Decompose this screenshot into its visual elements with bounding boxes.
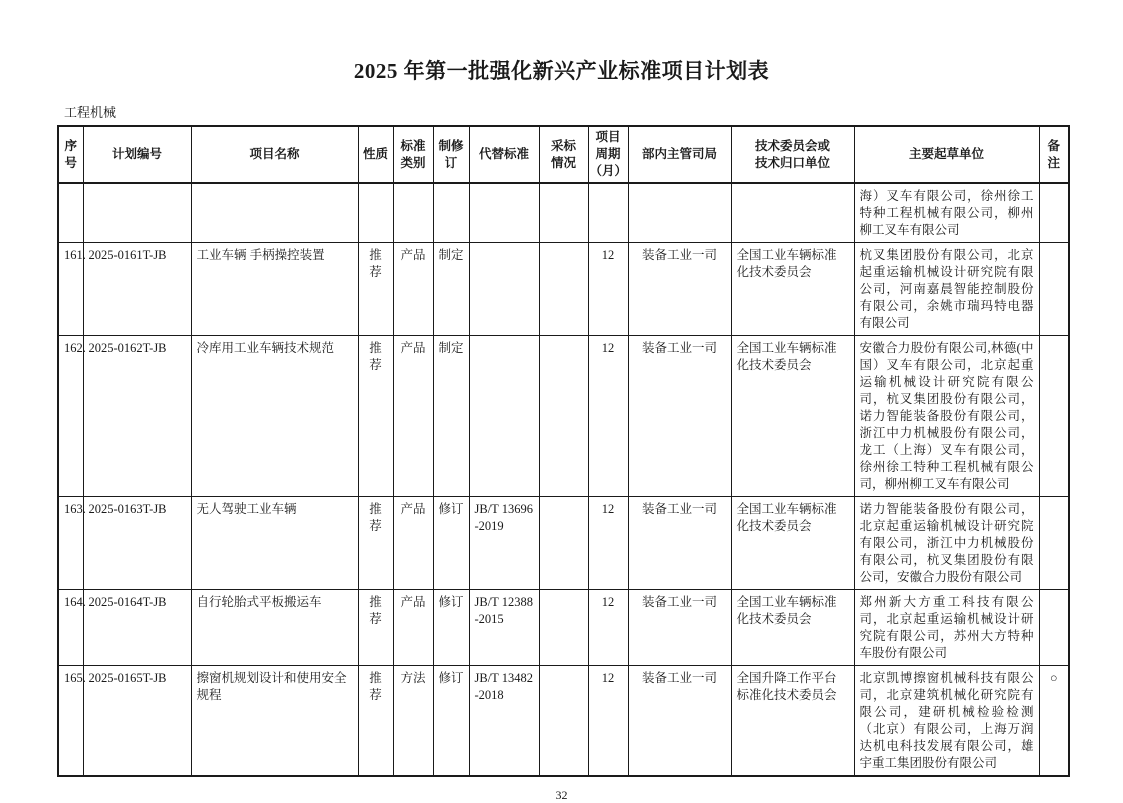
cell-seq: 163. (58, 497, 83, 590)
cell-replaced-std: JB/T 13482-2018 (469, 666, 539, 777)
cell-drafters: 安徽合力股份有限公司,林德(中国）叉车有限公司，北京起重运输机械设计研究院有限公司，杭叉集团股份有限公司，诺力智能装备股份有限公司，浙江中力机械股份有限公司，龙工（上海）叉车有限公司，徐州徐工特种工程机械有限公司，柳州柳工叉车有限公司 (854, 336, 1039, 497)
cell-period: 12 (588, 336, 628, 497)
cell-make-revise: 修订 (433, 666, 469, 777)
cell-make-revise: 修订 (433, 590, 469, 666)
cell-replaced-std (469, 243, 539, 336)
page-number: 32 (555, 788, 568, 802)
table-body (58, 183, 1069, 776)
cell-make-revise: 修订 (433, 497, 469, 590)
header-remark: 备 注 (1039, 126, 1069, 183)
cell-tech-committee: 全国工业车辆标准化技术委员会 (731, 243, 854, 336)
cell-make-revise (433, 183, 469, 243)
table-row (58, 336, 1069, 497)
cell-period: 12 (588, 497, 628, 590)
cell-dept: 装备工业一司 (628, 336, 731, 497)
cell-drafters: 杭叉集团股份有限公司，北京起重运输机械设计研究院有限公司，河南嘉晨智能控制股份有限公司，余姚市瑞玛特电器有限公司 (854, 243, 1039, 336)
table-row (58, 497, 1069, 590)
cell-replaced-std (469, 183, 539, 243)
header-project-name: 项目名称 (191, 126, 358, 183)
header-nature: 性质 (358, 126, 393, 183)
cell-adoption (539, 336, 588, 497)
cell-adoption (539, 497, 588, 590)
cell-project-name: 冷库用工业车辆技术规范 (191, 336, 358, 497)
cell-tech-committee: 全国工业车辆标准化技术委员会 (731, 336, 854, 497)
cell-dept: 装备工业一司 (628, 666, 731, 777)
cell-seq (58, 183, 83, 243)
table-header (58, 126, 1069, 183)
header-replaced-std: 代替标准 (469, 126, 539, 183)
cell-period: 12 (588, 666, 628, 777)
cell-remark: ○ (1039, 666, 1069, 777)
cell-adoption (539, 183, 588, 243)
cell-std-category: 产品 (393, 336, 433, 497)
cell-tech-committee: 全国工业车辆标准化技术委员会 (731, 590, 854, 666)
cell-std-category: 产品 (393, 497, 433, 590)
cell-make-revise: 制定 (433, 243, 469, 336)
cell-std-category: 产品 (393, 590, 433, 666)
cell-std-category: 方法 (393, 666, 433, 777)
cell-adoption (539, 590, 588, 666)
page-title: 2025 年第一批强化新兴产业标准项目计划表 (353, 59, 770, 83)
cell-replaced-std (469, 336, 539, 497)
cell-plan-no: 2025-0162T-JB (83, 336, 191, 497)
cell-dept: 装备工业一司 (628, 497, 731, 590)
cell-seq: 165. (58, 666, 83, 777)
cell-std-category (393, 183, 433, 243)
header-dept: 部内主管司局 (628, 126, 731, 183)
cell-replaced-std: JB/T 13696-2019 (469, 497, 539, 590)
header-make-revise: 制修 订 (433, 126, 469, 183)
table-row (58, 666, 1069, 777)
cell-tech-committee: 全国工业车辆标准化技术委员会 (731, 497, 854, 590)
cell-make-revise: 制定 (433, 336, 469, 497)
cell-nature: 推荐 (358, 590, 393, 666)
cell-period (588, 183, 628, 243)
cell-project-name: 无人驾驶工业车辆 (191, 497, 358, 590)
cell-replaced-std: JB/T 12388-2015 (469, 590, 539, 666)
cell-nature: 推荐 (358, 666, 393, 777)
cell-drafters: 诺力智能装备股份有限公司，北京起重运输机械设计研究院有限公司，浙江中力机械股份有限公司，杭叉集团股份有限公司，安徽合力股份有限公司 (854, 497, 1039, 590)
cell-plan-no: 2025-0164T-JB (83, 590, 191, 666)
cell-remark (1039, 183, 1069, 243)
cell-remark (1039, 243, 1069, 336)
cell-project-name (191, 183, 358, 243)
header-plan-no: 计划编号 (83, 126, 191, 183)
cell-remark (1039, 497, 1069, 590)
header-std-category: 标准 类别 (393, 126, 433, 183)
cell-plan-no (83, 183, 191, 243)
cell-remark (1039, 336, 1069, 497)
cell-plan-no: 2025-0163T-JB (83, 497, 191, 590)
cell-adoption (539, 243, 588, 336)
cell-nature (358, 183, 393, 243)
table-row (58, 183, 1069, 243)
cell-seq: 161. (58, 243, 83, 336)
header-seq: 序 号 (58, 126, 83, 183)
cell-drafters: 海）叉车有限公司，徐州徐工特种工程机械有限公司，柳州柳工叉车有限公司 (854, 183, 1039, 243)
cell-project-name: 擦窗机规划设计和使用安全规程 (191, 666, 358, 777)
section-label: 工程机械 (64, 105, 117, 120)
header-tech-committee: 技术委员会或 技术归口单位 (731, 126, 854, 183)
table-row (58, 590, 1069, 666)
table-header-row (58, 126, 1069, 183)
cell-nature: 推荐 (358, 336, 393, 497)
table-row (58, 243, 1069, 336)
header-adoption: 采标 情况 (539, 126, 588, 183)
cell-dept: 装备工业一司 (628, 590, 731, 666)
cell-drafters: 北京凯博擦窗机械科技有限公司，北京建筑机械化研究院有限公司，建研机械检验检测（北京）有限公司，上海万润达机电科技发展有限公司，雄宇重工集团股份有限公司 (854, 666, 1039, 777)
cell-dept (628, 183, 731, 243)
cell-plan-no: 2025-0161T-JB (83, 243, 191, 336)
cell-drafters: 郑州新大方重工科技有限公司，北京起重运输机械设计研究院有限公司，苏州大方特种车股份有限公司 (854, 590, 1039, 666)
cell-nature: 推荐 (358, 497, 393, 590)
cell-tech-committee: 全国升降工作平台标准化技术委员会 (731, 666, 854, 777)
cell-project-name: 工业车辆 手柄操控装置 (191, 243, 358, 336)
cell-dept: 装备工业一司 (628, 243, 731, 336)
cell-nature: 推荐 (358, 243, 393, 336)
cell-period: 12 (588, 243, 628, 336)
cell-period: 12 (588, 590, 628, 666)
standards-plan-table (57, 125, 1070, 777)
cell-tech-committee (731, 183, 854, 243)
cell-adoption (539, 666, 588, 777)
cell-remark (1039, 590, 1069, 666)
cell-project-name: 自行轮胎式平板搬运车 (191, 590, 358, 666)
cell-seq: 164. (58, 590, 83, 666)
cell-std-category: 产品 (393, 243, 433, 336)
cell-seq: 162. (58, 336, 83, 497)
header-period: 项目 周期 （月） (588, 126, 628, 183)
cell-plan-no: 2025-0165T-JB (83, 666, 191, 777)
header-drafters: 主要起草单位 (854, 126, 1039, 183)
